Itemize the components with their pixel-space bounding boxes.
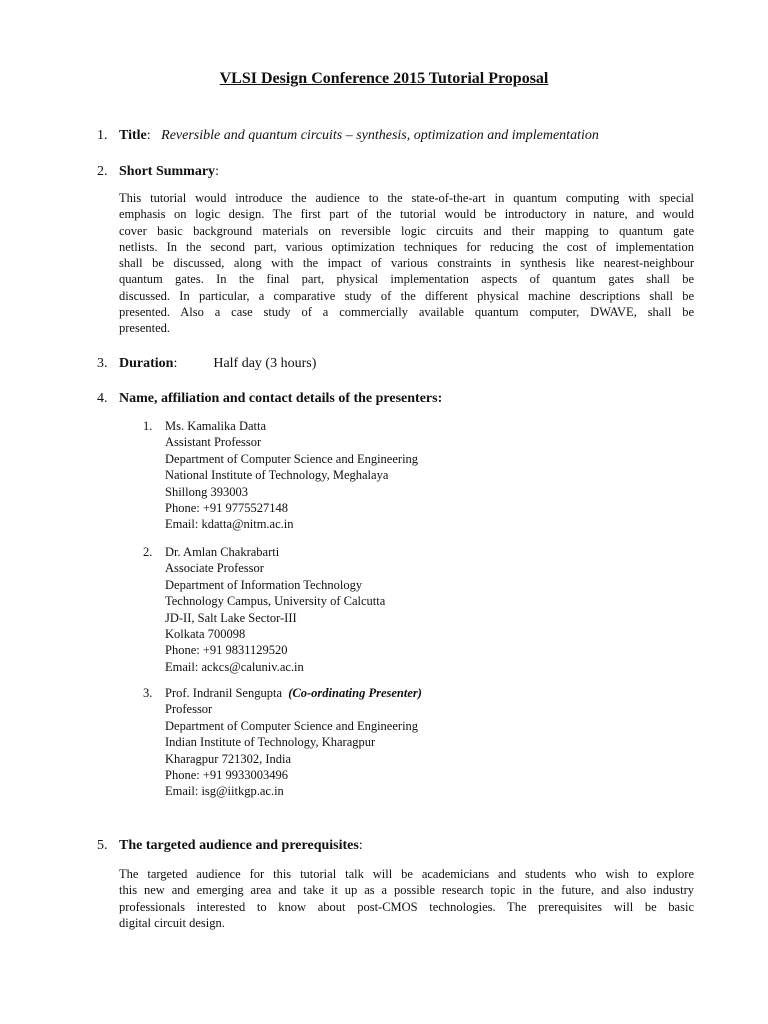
presenter-email: Email: kdatta@nitm.ac.in <box>165 517 294 532</box>
duration-value: Half day (3 hours) <box>213 356 317 371</box>
presenter-number: 2. <box>143 545 153 559</box>
document-title: VLSI Design Conference 2015 Tutorial Proposal <box>219 70 549 87</box>
section-separator: : <box>358 838 363 853</box>
presenter-institute: National Institute of Technology, Meghalaya <box>165 468 389 483</box>
summary-paragraph <box>119 190 694 337</box>
presenter-number: 3. <box>143 686 153 700</box>
section-label: Title <box>119 128 147 143</box>
presenter-institute: Indian Institute of Technology, Kharagpur <box>165 735 376 750</box>
paragraph-line: digital circuit design. <box>119 915 225 930</box>
section-number: 2. <box>97 164 108 179</box>
presenter-phone: Phone: +91 9831129520 <box>165 643 288 658</box>
section-number: 1. <box>97 128 108 143</box>
paragraph-line: shall be discussed, along with the impact of various constraints in synthesis like nearest-neighbour <box>119 256 694 271</box>
section-title <box>97 127 599 145</box>
presenter-phone: Phone: +91 9775527148 <box>165 501 289 516</box>
section-duration <box>97 355 316 373</box>
section-presenters-heading <box>97 390 442 408</box>
presenter-designation: Assistant Professor <box>165 435 262 450</box>
presenter-institute: Technology Campus, University of Calcutta <box>165 594 386 609</box>
section-label: The targeted audience and prerequisites <box>119 838 359 853</box>
paragraph-line: quantum gates. In the final part, physical implementation aspects of quantum gates shall be <box>119 272 694 287</box>
audience-paragraph <box>119 866 694 931</box>
presenter-department: Department of Computer Science and Engineering <box>165 451 419 466</box>
presenter-address: JD-II, Salt Lake Sector-III <box>165 610 297 625</box>
presenter-entry <box>143 544 385 675</box>
section-number: 3. <box>97 356 108 371</box>
presenter-entry <box>143 418 418 533</box>
presenter-department: Department of Computer Science and Engineering <box>165 718 419 733</box>
paragraph-line: netlists. In the second part, various optimization techniques for reducing the cost of implementation <box>119 239 694 254</box>
presenter-phone: Phone: +91 9933003496 <box>165 768 289 783</box>
presenter-address: Kolkata 700098 <box>165 627 246 642</box>
presenter-name: Dr. Amlan Chakrabarti <box>165 545 280 559</box>
section-separator: : <box>173 356 178 371</box>
paragraph-line: This tutorial would introduce the audience to the state-of-the-art in quantum computing with special <box>119 191 694 205</box>
presenter-name: Ms. Kamalika Datta <box>165 419 267 433</box>
paragraph-line: presented. <box>119 321 171 336</box>
presenter-email: Email: isg@iitkgp.ac.in <box>165 784 284 799</box>
section-audience-heading <box>97 837 363 855</box>
paragraph-line: The targeted audience for this tutorial talk will be academicians and students who wish to explore <box>119 867 694 881</box>
presenter-email: Email: ackcs@caluniv.ac.in <box>165 659 304 674</box>
presenter-address: Shillong 393003 <box>165 484 248 499</box>
section-label: Duration <box>119 356 174 371</box>
section-separator: : <box>215 164 219 179</box>
paragraph-line: discussed. In particular, a comparative study of the different physical machine descriptions shall be <box>119 288 694 303</box>
section-label: Short Summary <box>119 164 216 179</box>
paragraph-line: professionals interested to know about post-CMOS technologies. The prerequisites will be basic <box>119 899 694 914</box>
presenter-number: 1. <box>143 419 153 433</box>
presenter-address: Kharagpur 721302, India <box>165 751 292 766</box>
presenter-entry <box>143 685 422 800</box>
tutorial-title: Reversible and quantum circuits – synthesis, optimization and implementation <box>161 128 599 143</box>
presenter-name: Prof. Indranil Sengupta <box>165 686 282 700</box>
section-number: 5. <box>97 838 108 853</box>
section-number: 4. <box>97 391 108 406</box>
paragraph-line: presented. Also a case study of a commercially available quantum computer, DWAVE, shall be <box>119 305 694 320</box>
coordinating-presenter-note: (Co-ordinating Presenter) <box>288 686 422 700</box>
section-label: Name, affiliation and contact details of the presenters: <box>119 391 443 406</box>
paragraph-line: emphasis on logic design. The first part of the tutorial would be introductory in nature, and would <box>119 207 694 222</box>
presenter-designation: Professor <box>165 702 213 717</box>
paragraph-line: cover basic background materials on reversible logic circuits and their mapping to quantum gate <box>119 223 694 238</box>
section-separator: : <box>146 128 151 143</box>
presenter-designation: Associate Professor <box>165 561 264 576</box>
section-summary-heading <box>97 163 219 181</box>
presenter-department: Department of Information Technology <box>165 577 363 592</box>
paragraph-line: this new and emerging area and take it up as a possible research topic in the future, and also industry <box>119 883 694 898</box>
